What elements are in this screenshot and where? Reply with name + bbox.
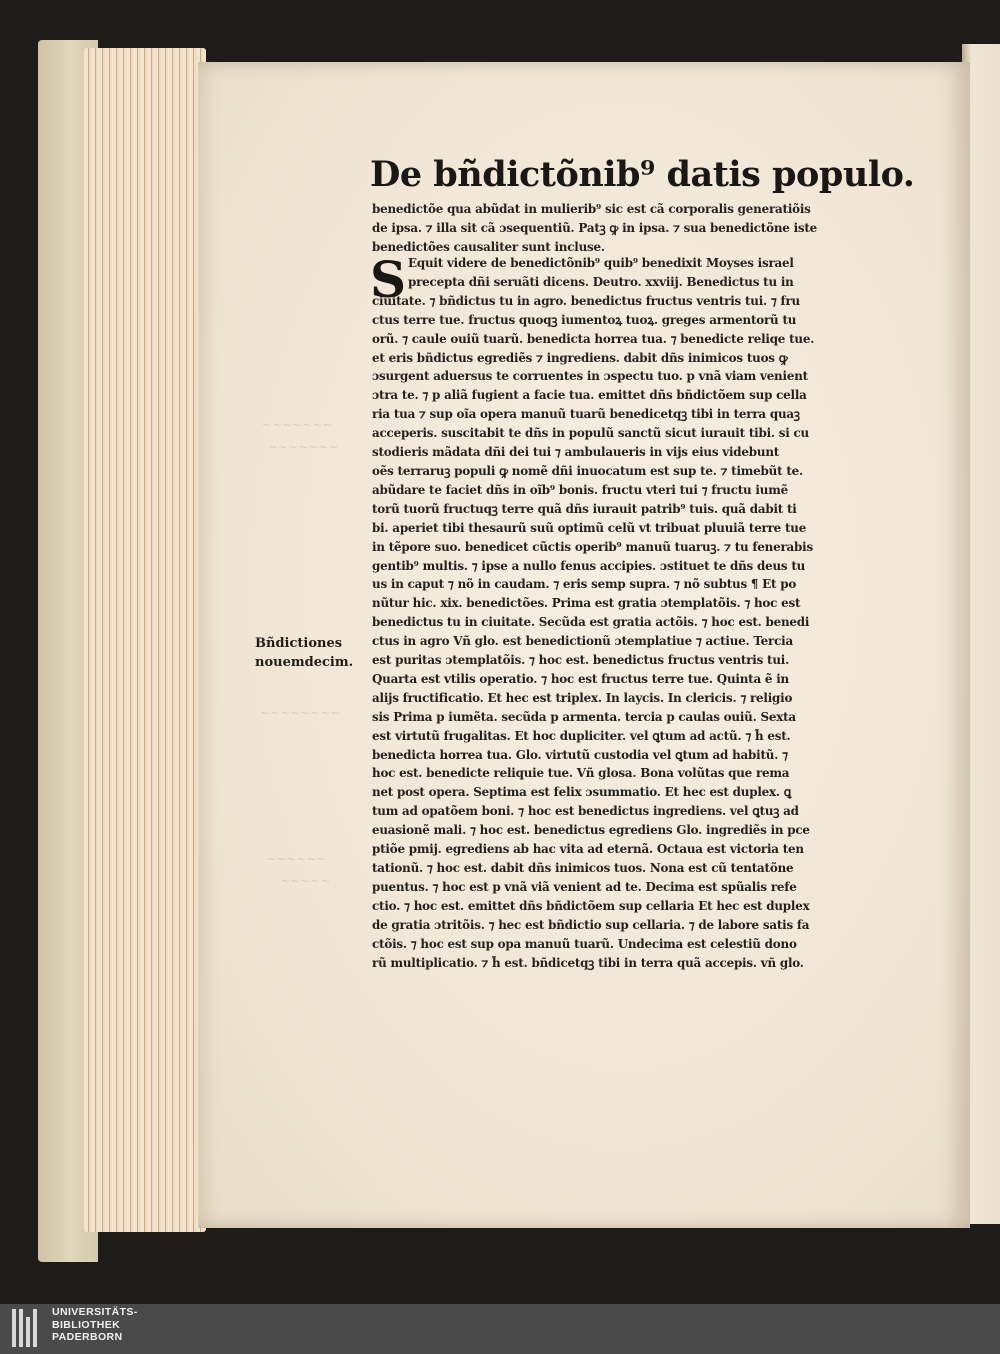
text-line: gentib⁹ multis. ⁊ ipse a nullo fenus accipies. ɔstituet te dñs deus tu [372,558,806,573]
text-line: ctõis. ⁊ hoc est sup opa manuũ tuarũ. Undecima est celestiũ dono [372,936,797,951]
text-line: orũ. ⁊ caule ouiũ tuarũ. benedicta horrea tua. ⁊ benedicte reliqe tue. [372,331,815,346]
text-line: de gratia ɔtritõis. ⁊ hec est bñdictio sup cellaria. ⁊ de labore satis fa [372,917,810,932]
text-line: ptiõe pmij. egrediens ab hac vita ad eternã. Octaua est victoria ten [372,842,804,857]
text-line: euasionẽ mali. ⁊ hoc est. benedictus egrediens Glo. ingrediẽs in pce [372,823,810,838]
text-line: acceperis. suscitabit te dñs in populũ sanctũ sicut iurauit tibi. si cu [372,426,810,441]
show-through-mark: ~~~~~ [280,874,331,888]
marginal-note-line: nouemdecim. [255,655,354,670]
text-line: est puritas ɔtemplatõis. ⁊ hoc est. benedictus fructus ventris tui. [372,653,790,668]
text-line: benedictus tu in ciuitate. Secũda est gratia actõis. ⁊ hoc est. benedi [372,615,810,630]
text-line: us in caput ⁊ nõ in caudam. ⁊ eris semp supra. ⁊ nõ subtus ¶ Et po [372,577,797,592]
library-name-line: UNIVERSITÄTS- [52,1306,138,1318]
text-line: ɔtra te. ⁊ p aliã fugient a facie tua. emittet dñs bñdictõem sup cella [372,388,807,403]
library-name [52,1306,138,1344]
text-line: rũ multiplicatio. ⁊ h̃ est. bñdicetqꝫ tibi in terra quã accepis. vñ glo. [372,955,804,970]
text-line: hoc est. benedicte reliquie tue. Vñ glosa. Bona volũtas que rema [372,766,790,781]
text-line: precepta dñi seruãti dicens. Deutro. xxviij. Benedictus tu in [408,274,794,289]
text-line: Quarta est vtilis operatio. ⁊ hoc est fructus terre tue. Quinta ẽ in [372,671,789,686]
library-name-line: PADERBORN [52,1331,123,1343]
text-line: alijs fructificatio. Et hec est triplex. In laycis. In clericis. ⁊ religio [372,690,793,705]
text-line: oẽs terraruꝫ populi ꝙ nomẽ dñi inuocatum est sup te. ⁊ timebũt te. [372,463,803,478]
text-line: sis Prima p iumẽta. secũda p armenta. tercia p caulas ouiũ. Sexta [372,709,796,724]
text-line: ɔsurgent aduersus te corruentes in ɔspectu tuo. p vnã viam venient [372,369,808,384]
text-line: est virtutũ frugalitas. Et hoc dupliciter. vel ꝗtum ad actũ. ⁊ h̃ est. [372,728,791,743]
text-line: nũtur hic. xix. benedictões. Prima est gratia ɔtemplatõis. ⁊ hoc est [372,596,801,611]
body-text [370,250,884,972]
initial-letter: S [370,250,407,309]
text-line: net post opera. Septima est felix ɔsummatio. Et hec est duplex. ꝗ [372,785,792,800]
text-line: puentus. ⁊ hoc est p vnã viã venient ad te. Decima est spũalis refe [372,879,797,894]
text-line: de ipsa. ⁊ illa sit cã ɔsequentiũ. Patꝫ ꝙ in ipsa. ⁊ sua benedictõne iste [372,220,818,235]
intro-text [372,200,884,257]
show-through-mark: ~~~~~~~~ [260,706,341,720]
library-logo-icon [12,1309,40,1347]
show-through-mark: ~~~~~~ [266,852,327,866]
page-heading: De bñdictõnib⁹ datis populo. [370,154,915,195]
text-line: benedictões causaliter sunt incluse. [372,239,605,254]
text-line: stodieris mãdata dñi dei tui ⁊ ambulaueris in vijs eius videbunt [372,445,780,460]
text-line: benedictõe qua abũdat in mulierib⁹ sic est cã corporalis generatiõis [372,202,811,216]
text-line: et eris bñdictus egrediẽs ⁊ ingrediens. dabit dñs inimicos tuos ꝙ [372,350,788,365]
text-line: in tẽpore suo. benedicet cũctis operib⁹ manuũ tuaruꝫ. ⁊ tu fenerabis [372,539,813,554]
marginal-note [255,634,371,672]
marginal-note-line: Bñdictiones [255,636,343,651]
text-line: ria tua ⁊ sup oĩa opera manuũ tuarũ benedicetqꝫ tibi in terra quaꝫ [372,407,800,422]
show-through-mark: ~~~~~~~ [262,418,333,432]
text-line: benedicta horrea tua. Glo. virtutũ custodia vel ꝗtum ad habitũ. ⁊ [372,747,788,762]
text-line: ciuitate. ⁊ bñdictus tu in agro. benedictus fructus ventris tui. ⁊ fru [372,293,800,308]
text-line: tationũ. ⁊ hoc est. dabit dñs inimicos tuos. Nona est cũ tentatõne [372,861,794,875]
text-line: ctus in agro Vñ glo. est benedictionũ ɔtemplatiue ⁊ actiue. Tercia [372,634,793,649]
show-through-mark: ~~~~~~~ [268,440,339,454]
library-name-line: BIBLIOTHEK [52,1318,121,1331]
text-line: torũ tuorũ fructuqꝫ terre quã dñs iurauit patrib⁹ tuis. quã dabit ti [372,501,797,516]
text-line: bi. aperiet tibi thesaurũ suũ optimũ celũ vt tribuat pluuiã terre tue [372,520,807,535]
page-edges-stack [84,48,206,1232]
text-line: abũdare te faciet dñs in oĩb⁹ bonis. fructu vteri tui ⁊ fructu iumẽ [372,482,788,497]
text-line: Equit videre de benedictõnib⁹ quib⁹ benedixit Moyses israel [408,256,794,270]
text-line: tum ad opatõem boni. ⁊ hoc est benedictus ingrediens. vel ꝗtuꝫ ad [372,804,799,819]
text-line: ctus terre tue. fructus quoqꝫ iumentoꝝ tuoꝝ. greges armentorũ tu [372,312,797,327]
text-line: ctio. ⁊ hoc est. emittet dñs bñdictõem sup cellaria Et hec est duplex [372,898,810,913]
footer-bar [0,1304,1000,1354]
